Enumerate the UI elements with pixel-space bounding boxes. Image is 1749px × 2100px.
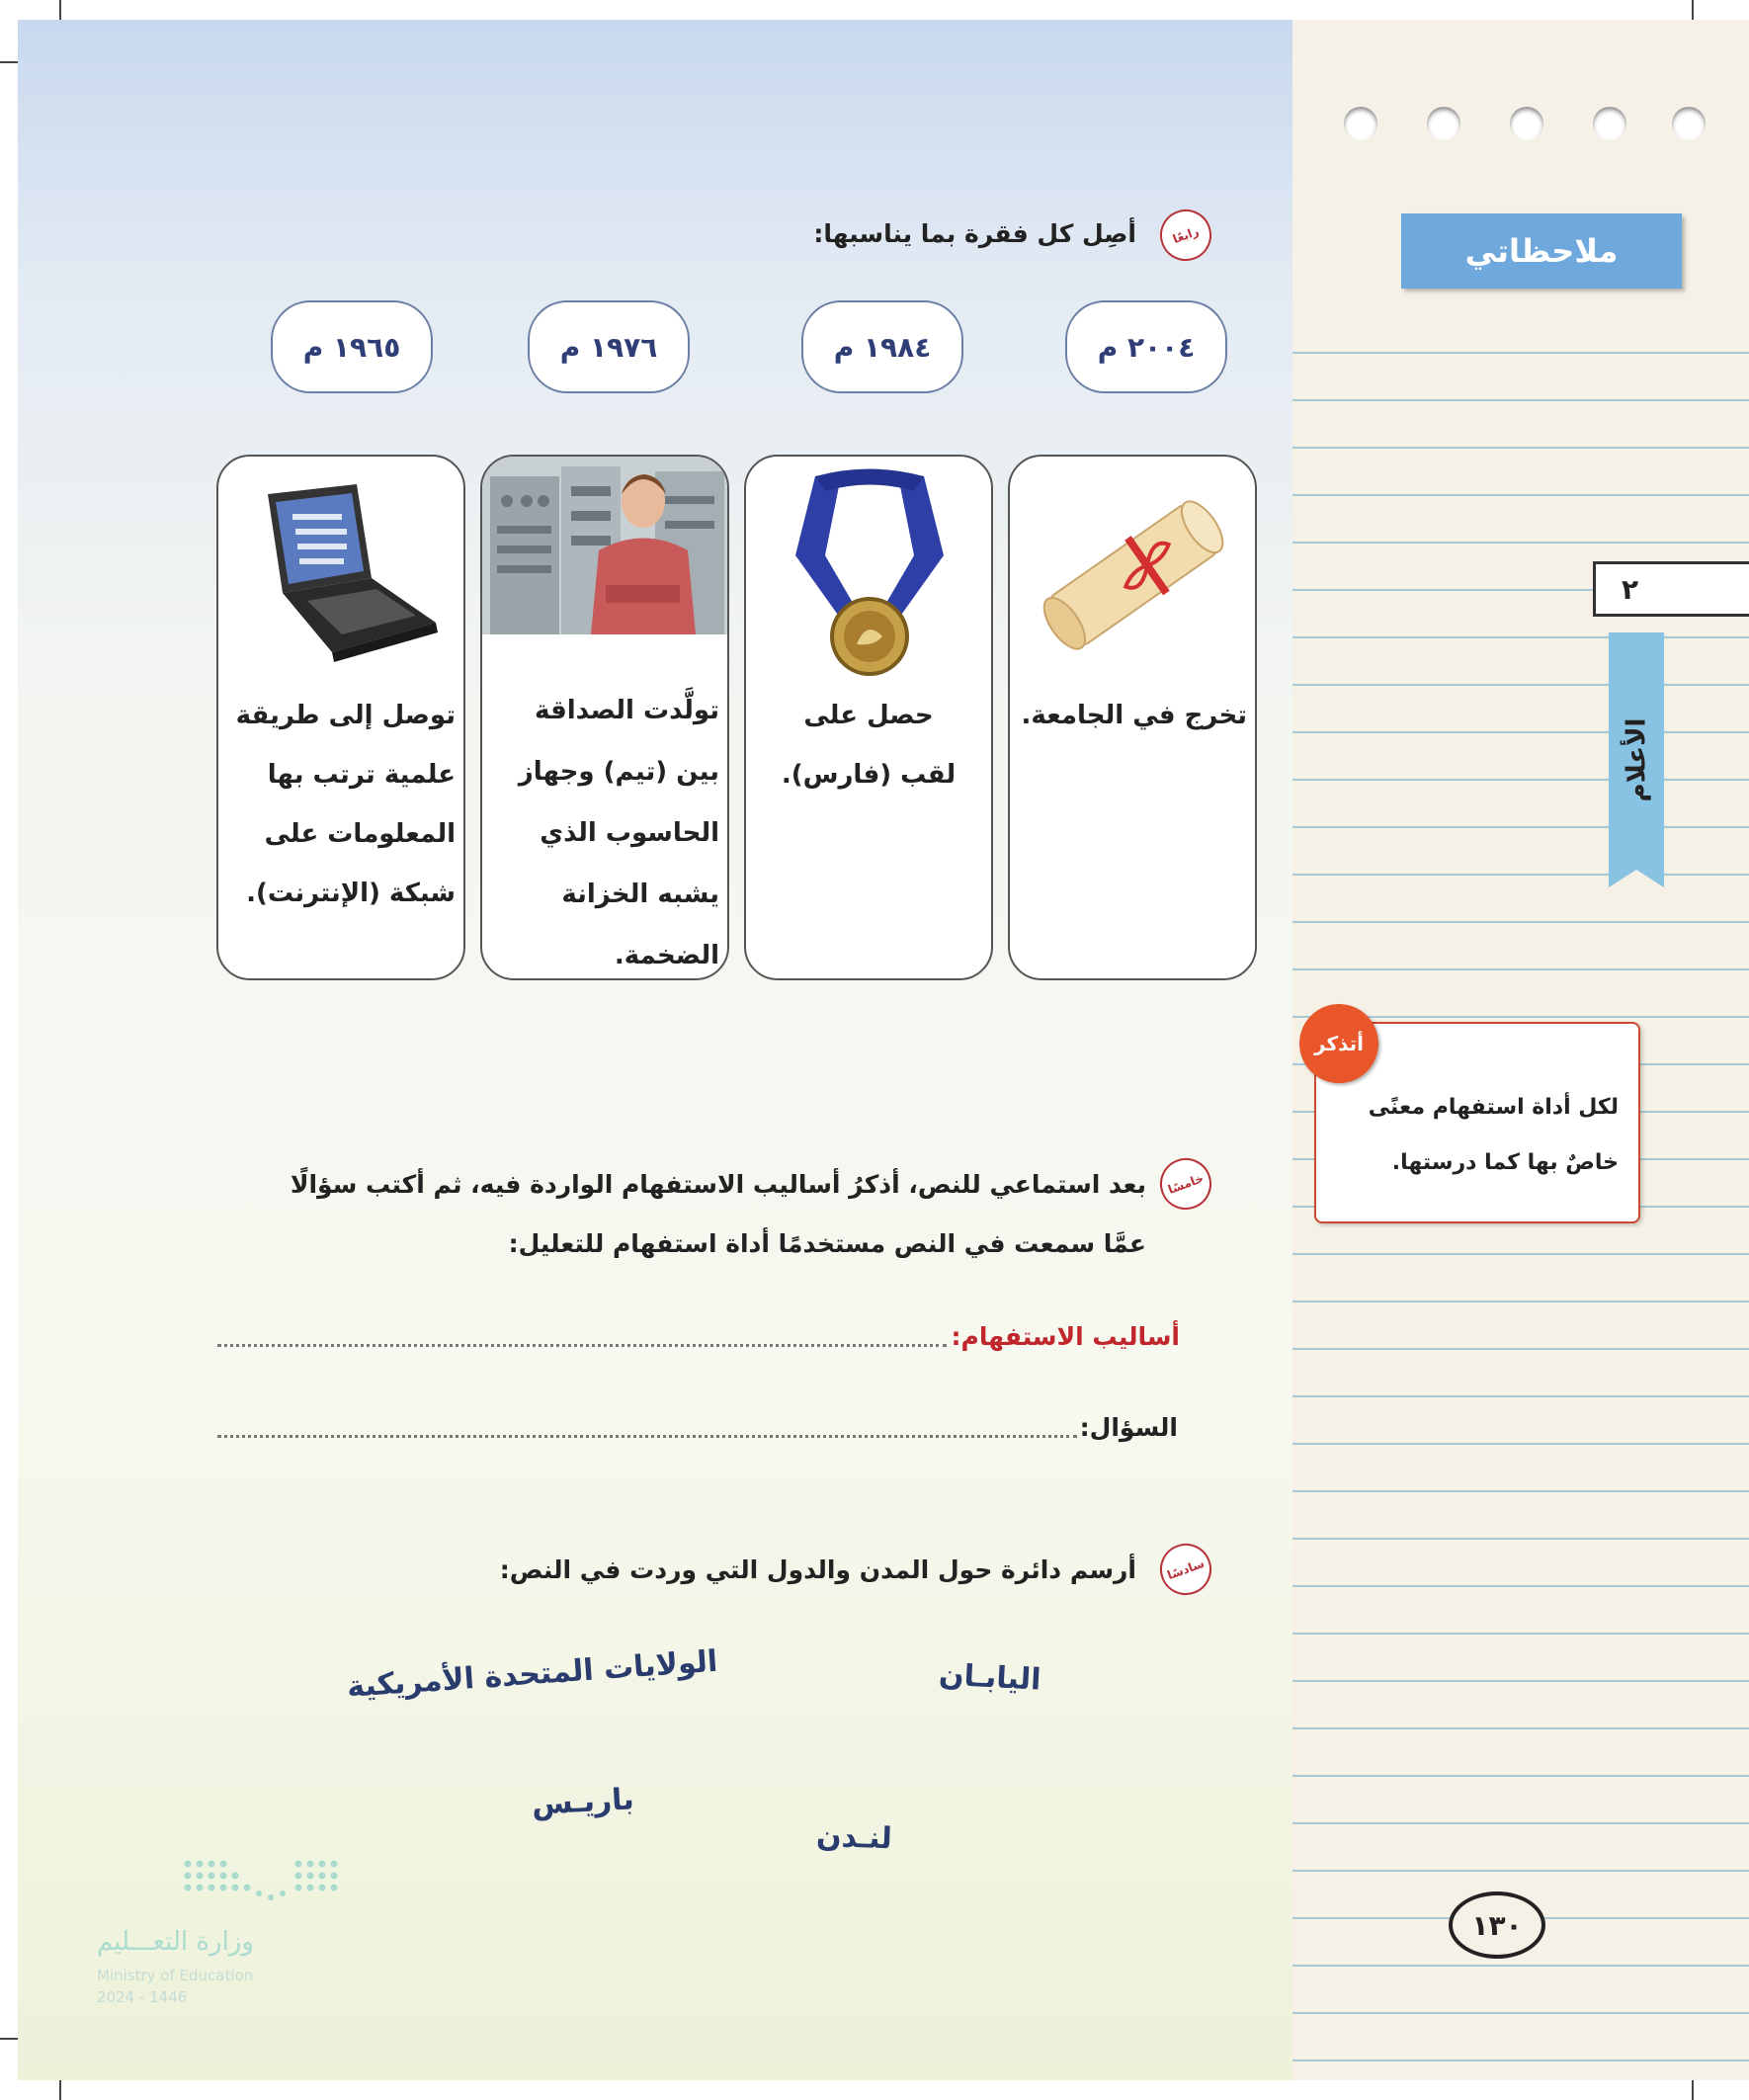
binder-hole <box>1344 107 1377 140</box>
binder-hole <box>1672 107 1706 140</box>
card-text: تخرج في الجامعة. <box>1021 701 1247 730</box>
chapter-number-tab <box>1593 561 1749 617</box>
year-box[interactable] <box>801 300 963 393</box>
section5-instruction-line2: عمَّا سمعت في النص مستخدمًا أداة استفهام للتعليل: <box>508 1229 1146 1258</box>
reminder-tag-label: أتذكر <box>1314 1032 1364 1055</box>
ministry-logo-icon <box>178 1854 356 1913</box>
notes-title-banner <box>1401 213 1682 289</box>
reminder-text-line2: خاصٌ بها كما درستها. <box>1391 1150 1619 1175</box>
crop-mark <box>1692 0 1694 22</box>
year-box[interactable] <box>271 300 433 393</box>
ministry-year: 2024 - 1446 <box>97 1988 188 2006</box>
ministry-name-en: Ministry of Education <box>97 1967 254 1984</box>
crop-mark <box>59 0 61 22</box>
section4-instruction: أصِل كل فقرة بما يناسبها: <box>813 219 1136 248</box>
notes-title: ملاحظاتي <box>1464 232 1619 270</box>
place-word[interactable]: لنـدن <box>815 1818 893 1857</box>
event-card[interactable] <box>216 455 465 980</box>
questions-answer-line[interactable] <box>217 1344 947 1347</box>
diploma-scroll-icon <box>1030 476 1237 674</box>
card-text: حصل على لقب (فارس). <box>781 701 957 790</box>
page-number: ١٣٠ <box>1471 1908 1523 1942</box>
laptop-icon <box>238 474 446 672</box>
chapter-title-ribbon <box>1609 632 1664 887</box>
binder-hole <box>1510 107 1543 140</box>
year-label: ١٩٨٤ م <box>833 330 932 364</box>
year-box[interactable] <box>528 300 690 393</box>
place-word[interactable]: باريـس <box>531 1782 635 1822</box>
question-field-label: السؤال: <box>1079 1413 1178 1442</box>
binder-hole <box>1427 107 1460 140</box>
crop-mark <box>1692 2079 1694 2100</box>
chapter-title: الأعلام <box>1622 717 1651 802</box>
medal-icon <box>776 466 963 684</box>
event-card[interactable] <box>480 455 729 980</box>
event-card[interactable] <box>1008 455 1257 980</box>
reminder-tag <box>1299 1004 1378 1083</box>
reminder-text-line1: لكل أداة استفهام معنًى <box>1368 1095 1619 1120</box>
section-badge-4: رابعًا <box>1153 203 1219 269</box>
event-card[interactable] <box>744 455 993 980</box>
year-label: ١٩٦٥ م <box>302 330 401 364</box>
person-mainframe-icon <box>482 457 727 634</box>
year-box[interactable] <box>1065 300 1227 393</box>
question-answer-line[interactable] <box>217 1435 1077 1438</box>
section6-instruction: أرسم دائرة حول المدن والدول التي وردت في النص: <box>499 1555 1136 1584</box>
section5-instruction-line1: بعد استماعي للنص، أذكرُ أساليب الاستفهام الواردة فيه، ثم أكتب سؤالًا <box>290 1170 1146 1199</box>
card-text: تولَّدت الصداقة بين (تيم) وجهاز الحاسوب الذي يشبه الخزانة الضخمة. <box>518 696 719 970</box>
page-number-badge <box>1449 1891 1545 1959</box>
year-label: ١٩٧٦ م <box>559 330 658 364</box>
ministry-name-ar: وزارة التعـــليم <box>97 1927 254 1957</box>
place-word[interactable]: اليابـان <box>938 1657 1042 1698</box>
section-badge-5: خامسًا <box>1153 1151 1219 1218</box>
card-text: توصل إلى طريقة علمية ترتب بها المعلومات على شبكة (الإنترنت). <box>235 701 456 908</box>
year-label: ٢٠٠٤ م <box>1097 330 1196 364</box>
section-badge-6: سادسًا <box>1153 1537 1219 1603</box>
binder-hole <box>1593 107 1626 140</box>
chapter-number: ٢ <box>1622 572 1639 606</box>
questions-field-label: أساليب الاستفهام: <box>951 1322 1180 1351</box>
place-word[interactable]: الولايات المتحدة الأمريكية <box>346 1643 719 1705</box>
crop-mark <box>59 2079 61 2100</box>
